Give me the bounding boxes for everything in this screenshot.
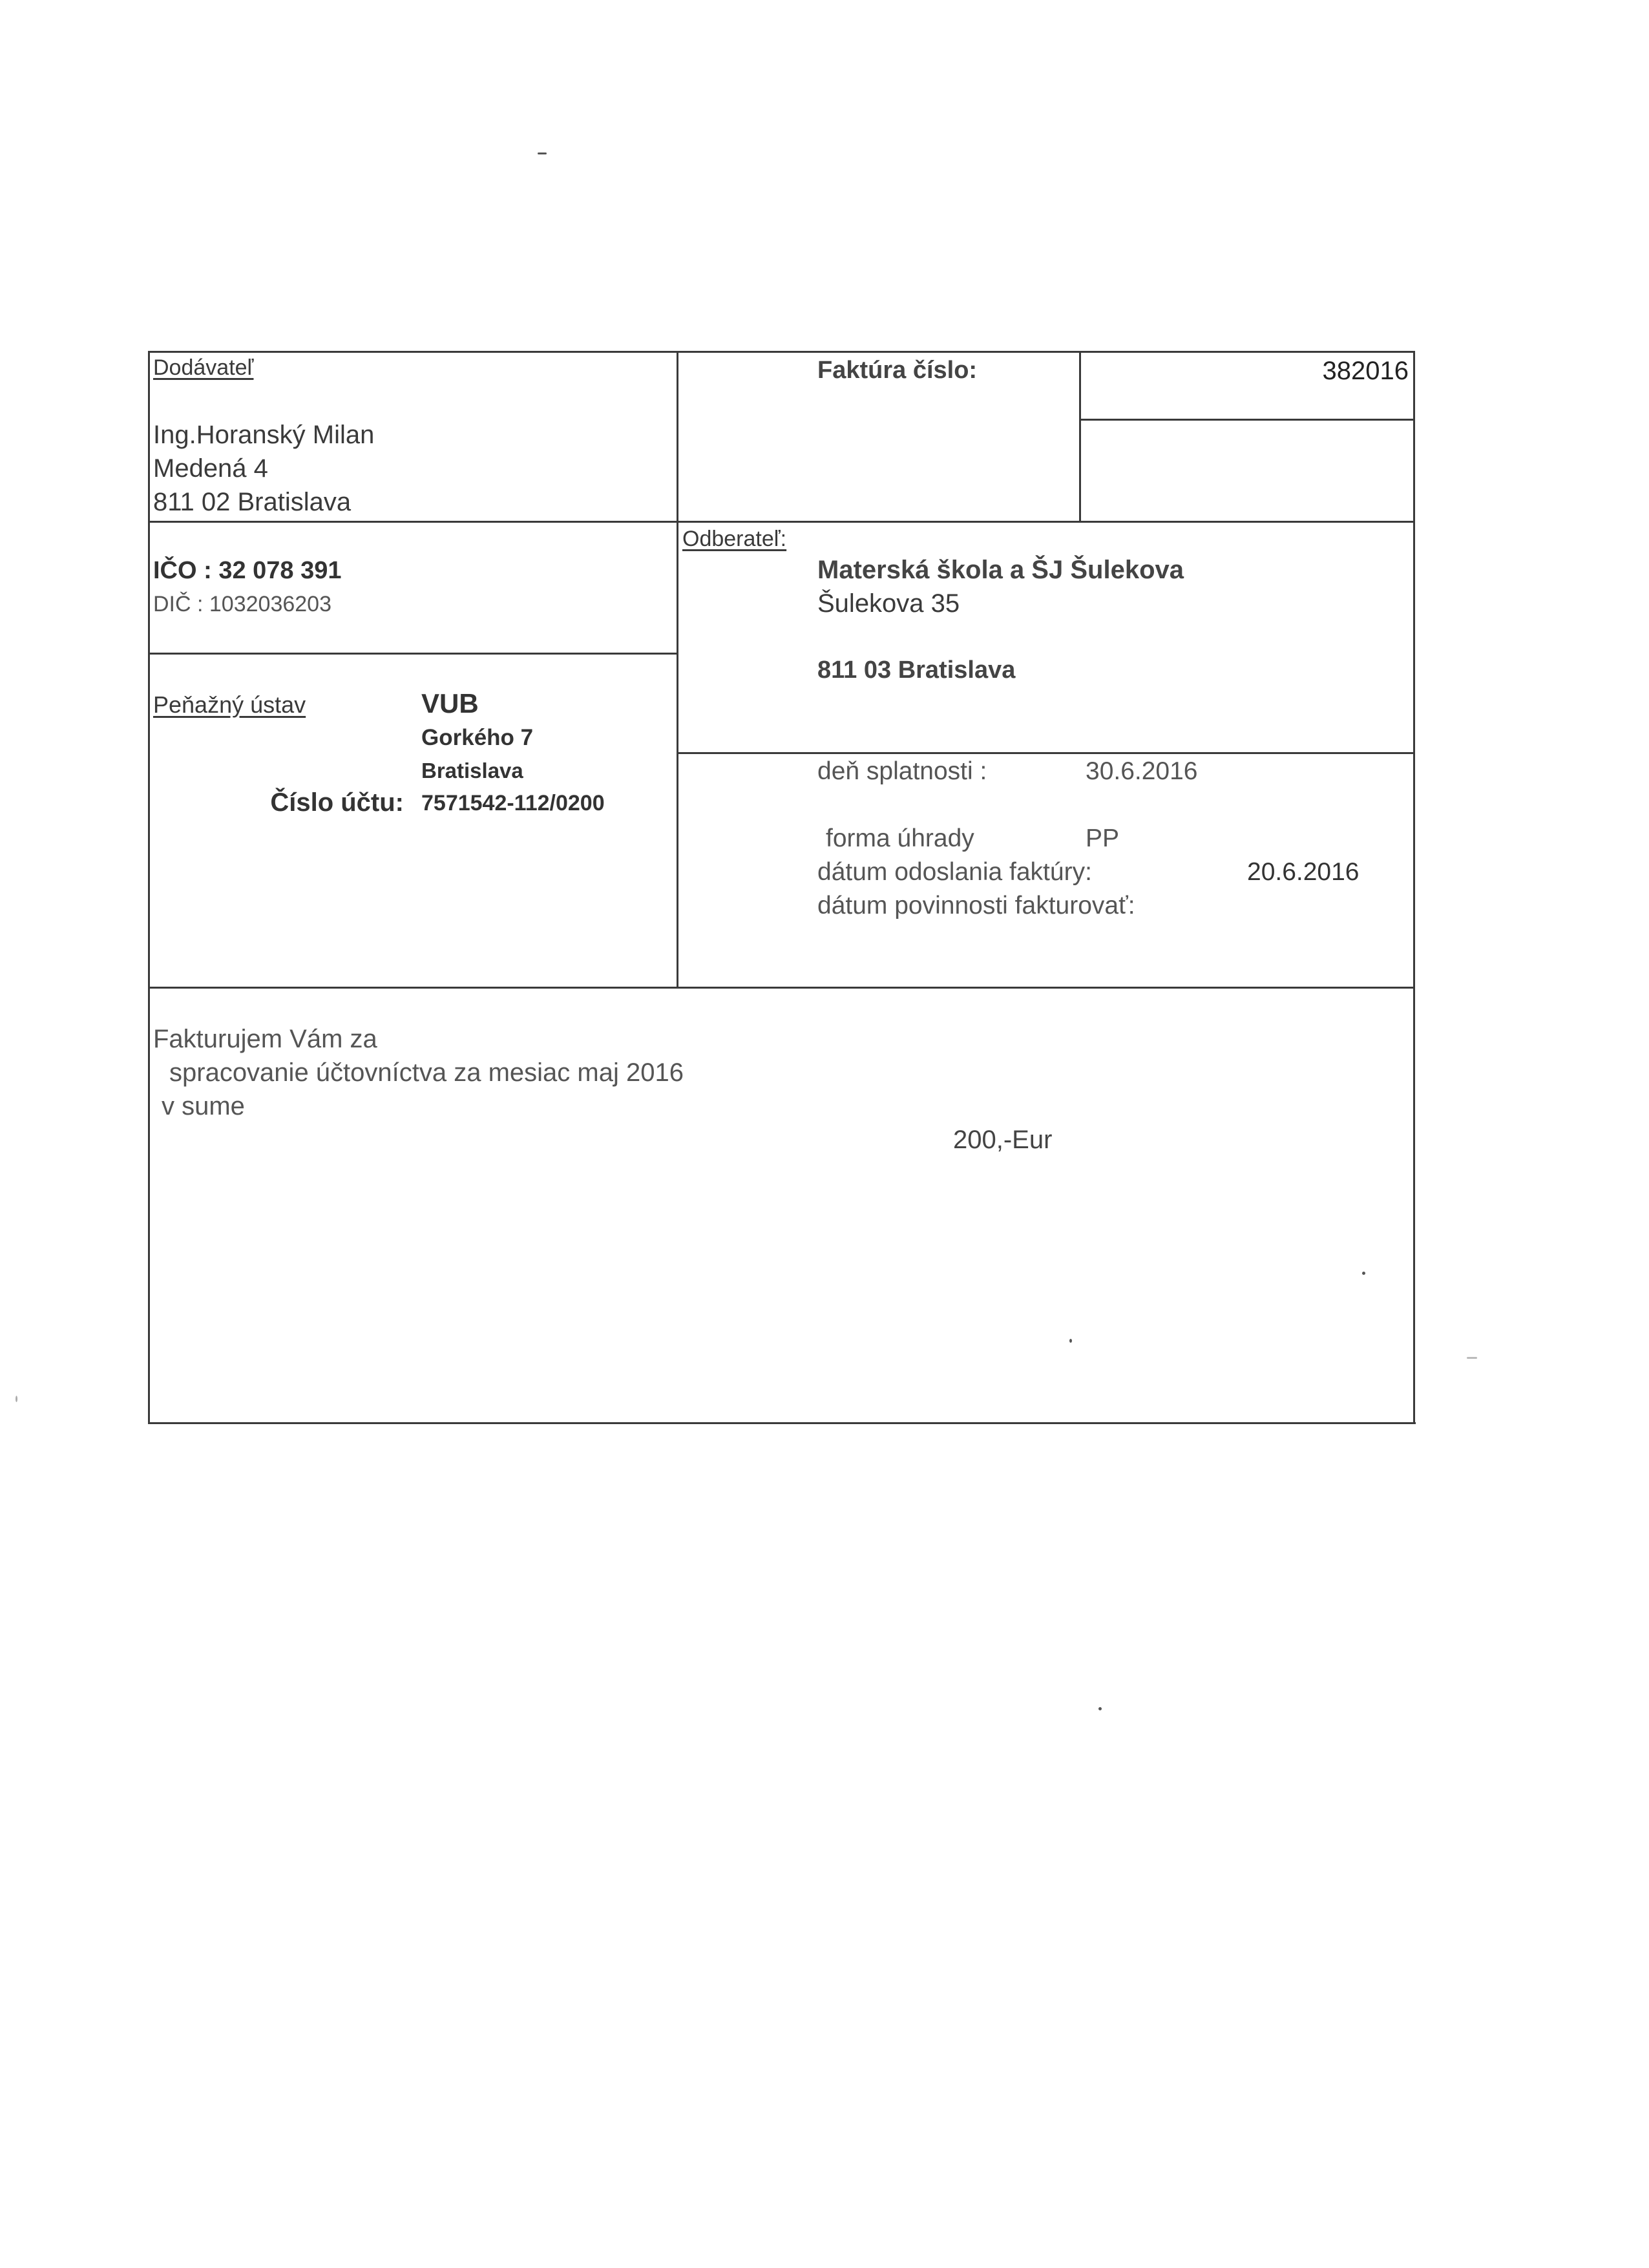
frame-top-border xyxy=(148,351,1414,353)
tax-point-label: dátum povinnosti fakturovať: xyxy=(817,892,1135,919)
invoice-sent-value: 20.6.2016 xyxy=(1247,858,1360,886)
due-date-label: deň splatnosti : xyxy=(817,757,987,785)
body-line-3: v sume xyxy=(162,1092,245,1120)
supplier-tax-divider xyxy=(148,653,677,655)
body-line-2: spracovanie účtovníctva za mesiac maj 2016 xyxy=(169,1058,684,1087)
frame-right-border xyxy=(1413,351,1415,1424)
supplier-dic: DIČ : 1032036203 xyxy=(153,592,331,616)
bank-label: Peňažný ústav xyxy=(153,691,306,718)
supplier-address-divider xyxy=(148,521,677,523)
payment-form-label: forma úhrady xyxy=(826,824,974,852)
scan-speck xyxy=(538,152,547,154)
customer-city: 811 03 Bratislava xyxy=(817,656,1016,684)
column-divider xyxy=(677,351,678,989)
body-line-1: Fakturujem Vám za xyxy=(153,1025,377,1053)
due-date-value: 30.6.2016 xyxy=(1086,757,1198,785)
scan-speck xyxy=(1069,1339,1072,1343)
customer-name: Materská škola a ŠJ Šulekova xyxy=(817,556,1184,584)
supplier-city: 811 02 Bratislava xyxy=(153,488,352,516)
invoice-number-label: Faktúra číslo: xyxy=(817,357,978,384)
bank-street: Gorkého 7 xyxy=(421,725,534,750)
account-number: 7571542-112/0200 xyxy=(421,791,605,815)
invoice-sent-label: dátum odoslania faktúry: xyxy=(817,858,1092,886)
payment-form-value: PP xyxy=(1086,824,1120,852)
scan-speck xyxy=(1467,1357,1477,1359)
customer-street: Šulekova 35 xyxy=(817,589,960,618)
invoice-number-value: 382016 xyxy=(1322,357,1409,385)
bank-name: VUB xyxy=(421,688,479,719)
scan-speck xyxy=(16,1396,17,1402)
scan-speck xyxy=(1098,1707,1102,1710)
customer-payment-divider xyxy=(677,752,1413,754)
supplier-street: Medená 4 xyxy=(153,454,268,483)
customer-heading: Odberateľ: xyxy=(682,527,787,551)
header-body-divider xyxy=(148,987,1414,989)
supplier-name: Ing.Horanský Milan xyxy=(153,421,375,449)
invoice-amount: 200,-Eur xyxy=(953,1126,1053,1154)
invoice-number-box-divider xyxy=(1079,419,1413,421)
supplier-ico: IČO : 32 078 391 xyxy=(153,557,342,584)
supplier-heading: Dodávateľ xyxy=(153,355,254,380)
account-label: Číslo účtu: xyxy=(270,788,404,817)
invoice-number-box-left xyxy=(1079,351,1081,521)
frame-bottom-border xyxy=(148,1422,1416,1424)
header-customer-divider xyxy=(677,521,1413,523)
bank-city: Bratislava xyxy=(421,759,523,782)
scan-speck xyxy=(1362,1272,1365,1275)
frame-left-border xyxy=(148,351,150,1424)
